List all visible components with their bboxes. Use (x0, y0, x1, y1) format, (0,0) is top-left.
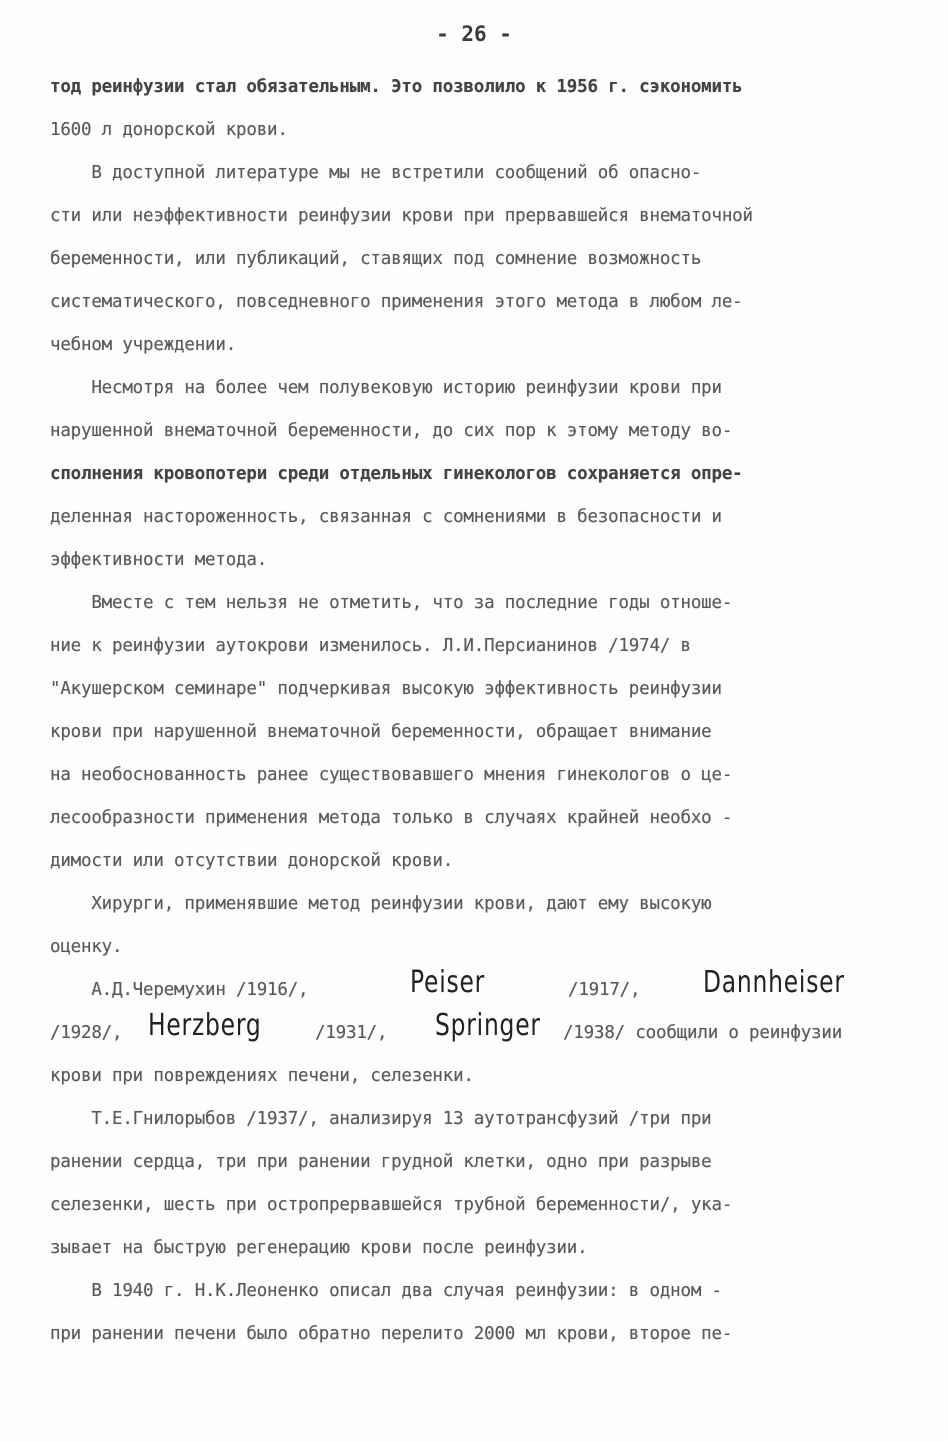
text-line: В доступной литературе мы не встретили сообщений об опасно- (50, 163, 702, 183)
text-line: тод реинфузии стал обязательным. Это позволило к 1956 г. сэкономить (50, 77, 743, 97)
handwritten-name: Dannheiser (703, 965, 845, 1000)
text-line: беременности, или публикаций, ставящих под сомнение возможность (50, 249, 702, 269)
text-line: при ранении печени было обратно перелито 2000 мл крови, второе пе- (50, 1324, 733, 1344)
text-line: зывает на быструю регенерацию крови после реинфузии. (50, 1238, 588, 1258)
handwritten-name: Springer (435, 1008, 541, 1043)
text-line: оценку. (50, 937, 123, 957)
ref-line-year: /1928/, (50, 1023, 133, 1043)
text-line: деленная настороженность, связанная с сомнениями в безопасности и (50, 507, 722, 527)
ref-line-prefix: А.Д.Черемухин /1916/, (50, 980, 319, 1000)
text-line: Т.Е.Гнилорыбов /1937/, анализируя 13 аутотрансфузий /три при (50, 1109, 712, 1129)
text-line: 1600 л донорской крови. (50, 120, 288, 140)
ref-line-suffix: /1938/ сообщили о реинфузии (563, 1023, 843, 1043)
text-line: крови при нарушенной внематочной беременности, обращает внимание (50, 722, 712, 742)
text-line: эффективности метода. (50, 550, 268, 570)
text-line: ние к реинфузии аутокрови изменилось. Л.И.Персианинов /1974/ в (50, 636, 691, 656)
text-line: "Акушерском семинаре" подчеркивая высокую эффективность реинфузии (50, 679, 722, 699)
ref-line-year: /1931/, (315, 1023, 398, 1043)
ref-line-year: /1917/, (568, 980, 651, 1000)
text-line: лесообразности применения метода только в случаях крайней необхо - (50, 808, 733, 828)
text-line: Несмотря на более чем полувековую историю реинфузии крови при (50, 378, 722, 398)
handwritten-name: Peiser (410, 965, 486, 1000)
text-line: В 1940 г. Н.К.Леоненко описал два случая реинфузии: в одном - (50, 1281, 722, 1301)
text-line: систематического, повседневного применения этого метода в любом ле- (50, 292, 743, 312)
text-line: крови при повреждениях печени, селезенки. (50, 1066, 474, 1086)
text-line: Вместе с тем нельзя не отметить, что за последние годы отноше- (50, 593, 733, 613)
text-line: на необоснованность ранее существовавшего мнения гинекологов о це- (50, 765, 733, 785)
page-number: - 26 - (436, 22, 512, 46)
text-line: сти или неэффективности реинфузии крови при прервавшейся внематочной (50, 206, 753, 226)
text-line: Хирурги, применявшие метод реинфузии крови, дают ему высокую (50, 894, 712, 914)
text-line: селезенки, шесть при остропрервавшейся трубной беременности/, ука- (50, 1195, 733, 1215)
text-line: нарушенной внематочной беременности, до сих пор к этому методу во- (50, 421, 733, 441)
text-line: ранении сердца, три при ранении грудной клетки, одно при разрыве (50, 1152, 712, 1172)
text-line: чебном учреждении. (50, 335, 237, 355)
text-line: димости или отсутствии донорской крови. (50, 851, 454, 871)
text-line: сполнения кровопотери среди отдельных гинекологов сохраняется опре- (50, 464, 743, 484)
handwritten-name: Herzberg (148, 1008, 262, 1043)
